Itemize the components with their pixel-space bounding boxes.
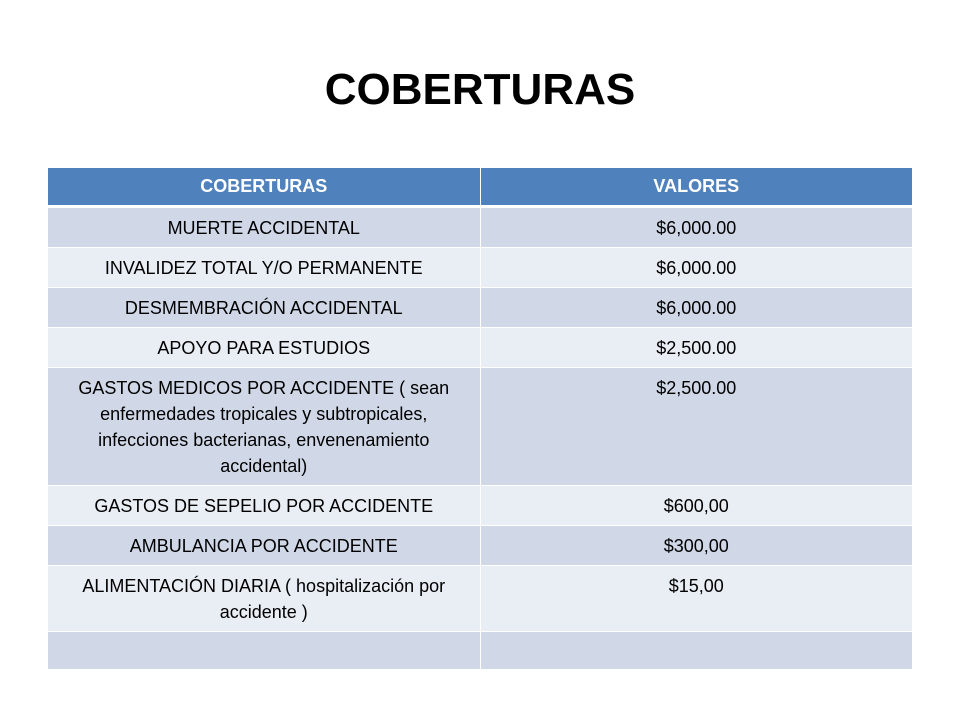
valor-cell: $6,000.00: [480, 206, 912, 247]
header-coberturas: COBERTURAS: [48, 168, 480, 206]
valor-cell: $300,00: [480, 525, 912, 565]
table-row: [48, 631, 912, 669]
cobertura-cell: [48, 631, 480, 669]
table-row: [48, 525, 912, 565]
cobertura-cell: MUERTE ACCIDENTAL: [48, 206, 480, 247]
table-row: [48, 327, 912, 367]
table-row: [48, 206, 912, 247]
table-row: [48, 565, 912, 631]
table-row: [48, 247, 912, 287]
cobertura-cell: DESMEMBRACIÓN ACCIDENTAL: [48, 287, 480, 327]
cobertura-cell: AMBULANCIA POR ACCIDENTE: [48, 525, 480, 565]
cobertura-cell: ALIMENTACIÓN DIARIA ( hospitalización por accidente ): [48, 565, 480, 631]
valor-cell: [480, 631, 912, 669]
valor-cell: $6,000.00: [480, 287, 912, 327]
valor-cell: $2,500.00: [480, 327, 912, 367]
valor-cell: $15,00: [480, 565, 912, 631]
cobertura-cell: GASTOS DE SEPELIO POR ACCIDENTE: [48, 485, 480, 525]
coverage-table: [48, 168, 912, 670]
cobertura-cell: APOYO PARA ESTUDIOS: [48, 327, 480, 367]
coverage-table-grid: [48, 168, 912, 670]
table-row: [48, 367, 912, 485]
valor-cell: $6,000.00: [480, 247, 912, 287]
table-row: [48, 287, 912, 327]
valor-cell: $2,500.00: [480, 367, 912, 485]
cobertura-cell: INVALIDEZ TOTAL Y/O PERMANENTE: [48, 247, 480, 287]
header-valores: VALORES: [480, 168, 912, 206]
valor-cell: $600,00: [480, 485, 912, 525]
table-header-row: [48, 168, 912, 206]
cobertura-cell: GASTOS MEDICOS POR ACCIDENTE ( sean enfermedades tropicales y subtropicales, infecciones bacterianas, envenenamiento accidental): [48, 367, 480, 485]
table-row: [48, 485, 912, 525]
slide-title: COBERTURAS: [324, 65, 636, 114]
